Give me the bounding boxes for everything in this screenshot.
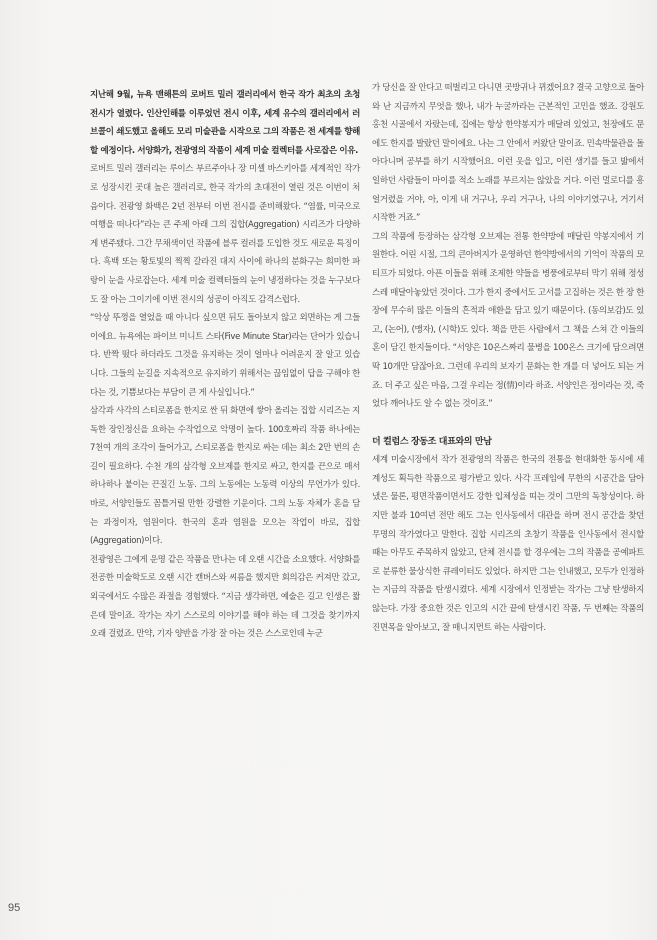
right-text-column [372,79,644,637]
section-heading: 더 컬럼스 장동조 대표와의 만남 [372,436,492,447]
body-paragraph: 가 당신을 잘 안다고 떠벌리고 다니면 곳방귀나 뀌겠어요? 결국 고향으로 돌아와 난 지금까지 무엇을 했나, 내가 누굴까라는 근본적인 고민을 했죠. 강원도 홍천 시골에서 자랐는데, 집에는 항상 한약봉지가 매달려 있었고, 천장에도 문에도 한지를 발랐던 말이에요. 나는 그 안에서 커왔단 말이죠. 민속박물관을 돌아다니며 공부를 하기 시작했어요. 이런 옷을 입고, 이런 생기를 들고 밟에서 일하던 사람들이 마이를 적소 노래를 부르지는 않았을 거다. 이런 멀로디를 흥얼거렸을 거야, 아, 이게 내 거구나, 우리 거구나, 나의 이야기였구나, 거기서 시작한 거죠.” [372,83,644,224]
body-paragraph: 로버트 밀러 갤러리는 루이스 부르주아나 장 미셸 바스키아를 세계적인 작가로 성장시킨 곳대 높은 갤러리로, 한국 작가의 초대전이 열린 것은 이번이 처음이다. 전광영 화백은 2년 전부터 이번 전시를 준비해왔다. “염률, 미국으로 여행을 떠나다”라는 큰 주제 아래 그의 집합(Aggregation) 시리즈가 다양하게 변주됐다. 그간 무채색이던 작품에 블루 컬러를 도입한 것도 새로운 특징이다. 흑백 또는 황토빛의 찍찍 갈라진 대지 사이에 하나의 분화구는 희미한 파랑이 눈을 사로잡는다. 세계 미술 컬렉터들의 눈이 냉정하다는 것을 누구보다도 잘 아는 그이기에 이번 전시의 성공이 아직도 감격스럽다. [90,164,360,305]
lead-paragraph: 지난해 9월, 뉴욕 맨해튼의 로버트 밀러 갤러리에서 한국 작가 최초의 초청 전시가 열렸다. 인산인해를 이루었던 전시 이후, 세계 유수의 갤러리에서 러브콜이 쇄도했고 올해도 모리 미술관을 시작으로 그의 작품은 전 세계를 향해할 예정이다. 서양화가, 전광영의 작품이 세계 미술 컬렉터를 사로잡은 이유. [90,90,360,156]
body-paragraph: 삼각과 사각의 스티로폼을 한지로 싼 뒤 화면에 쌓아 올리는 집합 시리즈는 지독한 장인정신을 요하는 수작업으로 악명이 높다. 100호짜리 작품 하나에는 7천여 개의 조각이 들어가고, 스티로폼을 한지로 싸는 데는 최소 2만 번의 손길이 필요하다. 수천 개의 삼각형 오브제를 한지로 싸고, 한지를 끈으로 매서 하나하나 붙이는 끈질긴 노동. 그의 노동에는 노동력 이상의 무언가가 있다. 바로, 서양인들도 꼼틀거릴 만한 강렬한 기운이다. 그의 노동 자체가 혼을 담는 과정이자, 염원이다. 한국의 혼과 염원을 모으는 작업이 바로, 집합(Aggregation)이다. [90,406,360,547]
body-paragraph: 전광영은 그에게 운명 같은 작품을 만나는 데 오랜 시간을 소요했다. 서양화를 전공한 미술학도로 오랜 시간 캔버스와 씨름을 했지만 회의감은 커져만 갔고, 외국에서도 수많은 좌절을 경험했다. “지금 생각하면, 예술은 길고 인생은 짧은데 말이죠. 작가는 자기 스스로의 이야기를 해야 하는 데 그것을 찾기까지 오래 걸렸죠. 만약, 기자 양반을 가장 잘 아는 것은 스스로인데 누군 [90,554,360,640]
body-paragraph: 세계 미술시장에서 작가 전광영의 작품은 한국의 전통을 현대화한 동시에 세계성도 획득한 작품으로 평가받고 있다. 사각 프레임에 무한의 시공간을 담아냈은 물론, 평면작품이면서도 강한 입체성을 띠는 것이 그만의 독창성이다. 하지만 불과 10여년 전만 해도 그는 인사동에서 대관을 하며 전시 공간을 찾던 무명의 작가였다고 말한다. 집합 시리즈의 초창기 작품을 인사동에서 전시할 때는 아무도 주목하지 않았고, 단체 전시를 할 경우에는 그의 작품을 공예파트로 분류한 물상식한 큐레이터도 있었다. 하지만 그는 인내했고, 모두가 인정하는 지금의 작품을 탄생시켰다. 세계 시장에서 인정받는 작가는 그냥 탄생하지 않는다. 가장 중요한 것은 인고의 시간 끝에 탄생시킨 작품, 두 번째는 작품의 진면목을 알아보고, 잘 매니지먼트 하는 사람이다. [372,455,644,633]
quote-paragraph: “악상 뚜껑을 열었을 때 아니다 싶으면 뒤도 돌아보지 않고 외면하는 게 그들이에요. 뉴욕에는 파이브 미니트 스타(Five Minute Star)라는 단어가 있습니다. 반짝 떴다 하더라도 그것을 유지하는 것이 얼마나 어려운지 잘 알고 있습니다. 그들의 눈길을 지속적으로 유지하기 위해서는 끊임없이 답을 구해야 한다는 것, 기쁨보다는 부담이 큰 게 사실입니다.” [90,313,360,398]
page-number: 95 [8,902,21,914]
body-paragraph: 그의 작품에 등장하는 삼각형 오브제는 전통 한약방에 매달린 약봉지에서 기원한다. 어린 시절, 그의 큰아버지가 운영하던 한약방에서의 기억이 작품의 모티프가 되었다. 아픈 이들을 위해 조제한 약들을 병풍에로부터 막기 위해 정성스레 매달아놓았던 것이다. 그가 한지 중에서도 고서를 고집하는 것은 한 장 한 장에 무수히 많은 이들의 흔적과 애환을 담고 있기 때문이다. (동의보감)도 있고, (논어), (맹자), (시학)도 있다. 책을 만든 사람에서 그 책을 스쳐 간 이들의 혼이 담긴 한지들이다. “서양은 10온스짜리 물병을 100온스 크기에 담으려면 딱 10개만 담잖아요. 그런데 우리의 보자기 문화는 한 개를 더 넣어도 되는 거죠. 더 주고 싶은 마음, 그걸 우리는 정(情)이라 하죠. 서양인은 정이라는 것, 죽었다 깨어나도 알 수 없는 것이죠.” [372,231,644,410]
left-text-column [90,86,360,644]
